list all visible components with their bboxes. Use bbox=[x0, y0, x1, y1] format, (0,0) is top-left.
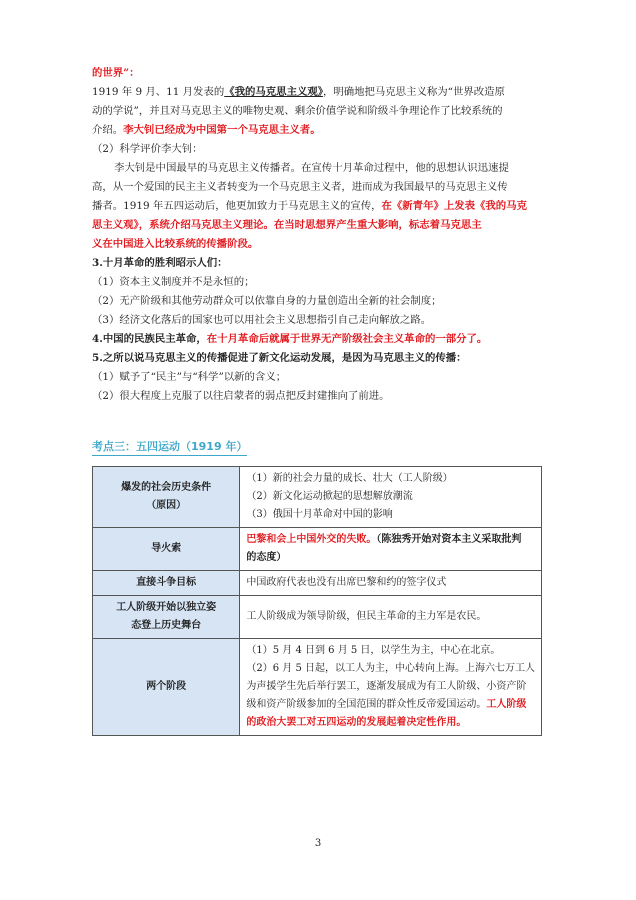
text-line bbox=[92, 102, 552, 121]
text-line bbox=[92, 387, 552, 406]
cell-line bbox=[246, 470, 535, 488]
text-run: （1）赋予了“民主”与“科学”以新的含义； bbox=[92, 371, 287, 383]
text-run: 中国政府代表也没有出席巴黎和约的签字仪式 bbox=[246, 577, 447, 588]
text-run: 工人阶级成为领导阶级，但民主革命的主力军是农民。 bbox=[246, 611, 487, 622]
text-run: （1）新的社会力量的成长、壮大（工人阶级） bbox=[246, 473, 453, 484]
text-run: 动的学说”，并且对马克思主义的唯物史观、剩余价值学说和阶级斗争理论作了比较系统的 bbox=[92, 105, 503, 117]
text-run: 级和资产阶级参加的全国范围的群众性反帝爱国运动。 bbox=[246, 699, 487, 710]
row-header bbox=[93, 596, 240, 639]
cell-line bbox=[246, 608, 535, 626]
text-line bbox=[92, 159, 552, 178]
text-run: 的世界”： bbox=[92, 67, 140, 79]
text-run: 《我的马克思主义观》 bbox=[224, 86, 323, 98]
text-line bbox=[92, 216, 552, 235]
text-run: （3）俄国十月革命对中国的影响 bbox=[246, 509, 393, 520]
text-run: （2）新文化运动掀起的思想解放潮流 bbox=[246, 491, 413, 502]
text-run: 5.之所以说马克思主义的传播促进了新文化运动发展，是因为马克思主义的传播： bbox=[92, 352, 467, 364]
row-header-line: 导火索 bbox=[151, 543, 182, 554]
cell-line bbox=[246, 696, 535, 714]
text-run: 播者。1919 年五四运动后，他更加致力于马克思主义的宣传， bbox=[92, 200, 382, 212]
text-run: （3）经济文化落后的国家也可以用社会主义思想指引自己走向解放之路。 bbox=[92, 314, 432, 326]
table-row bbox=[93, 571, 542, 596]
text-line bbox=[92, 368, 552, 387]
cell-line bbox=[246, 574, 535, 592]
row-header-line: 工人阶级开始以独立姿 bbox=[116, 602, 217, 613]
text-line bbox=[92, 330, 552, 349]
cell-line bbox=[246, 714, 535, 732]
text-line bbox=[92, 178, 552, 197]
text-run: （1）资本主义制度并不是永恒的； bbox=[92, 276, 255, 288]
table-row bbox=[93, 467, 542, 528]
cell-line bbox=[246, 660, 535, 678]
row-content bbox=[240, 528, 542, 571]
table-row bbox=[93, 639, 542, 736]
text-run: 巴黎和会上中国外交的失败。 bbox=[246, 534, 377, 545]
text-run: 李大钊是中国最早的马克思主义传播者。在宣传十月革命过程中，他的思想认识迅速提 bbox=[114, 162, 509, 174]
cell-line bbox=[246, 642, 535, 660]
text-line bbox=[92, 254, 552, 273]
row-content bbox=[240, 639, 542, 736]
text-run: （2）无产阶级和其他劳动群众可以依靠自身的力量创造出全新的社会制度； bbox=[92, 295, 442, 307]
text-run: 的政治大罢工对五四运动的发展起着决定性作用。 bbox=[246, 717, 467, 728]
section-title: 考点三：五四运动（1919 年） bbox=[92, 438, 247, 456]
text-run: （1）5 月 4 日到 6 月 5 日，以学生为主，中心在北京。 bbox=[246, 645, 501, 656]
row-header bbox=[93, 639, 240, 736]
text-line bbox=[92, 140, 552, 159]
row-header bbox=[93, 528, 240, 571]
text-run: 为声援学生先后举行罢工，逐渐发展成为有工人阶级、小资产阶 bbox=[246, 681, 527, 692]
row-header-line: （原因） bbox=[146, 500, 187, 511]
text-run: 思主义观》，系统介绍马克思主义理论。在当时思想界产生重大影响，标志着马克思主 bbox=[92, 219, 482, 231]
row-content bbox=[240, 467, 542, 528]
page-number: 3 bbox=[314, 838, 322, 849]
text-line bbox=[92, 197, 552, 216]
may-fourth-table bbox=[92, 466, 542, 736]
text-line bbox=[92, 64, 552, 83]
row-content bbox=[240, 571, 542, 596]
text-line bbox=[92, 349, 552, 368]
cell-line bbox=[246, 531, 535, 549]
text-run: （2）6 月 5 日起，以工人为主，中心转向上海。上海六七万工人 bbox=[246, 663, 535, 674]
text-run: 1919 年 9 月、11 月发表的 bbox=[92, 86, 225, 98]
text-run: 李大钊已经成为中国第一个马克思主义者。 bbox=[123, 124, 321, 136]
text-run: 义在中国进入比较系统的传播阶段。 bbox=[92, 238, 259, 250]
table-row bbox=[93, 528, 542, 571]
body-text bbox=[92, 64, 552, 406]
row-header bbox=[93, 467, 240, 528]
text-run: （2）科学评价李大钊： bbox=[92, 143, 203, 155]
text-line bbox=[92, 292, 552, 311]
row-header-line: 直接斗争目标 bbox=[136, 577, 197, 588]
row-header-line: 两个阶段 bbox=[146, 681, 187, 692]
text-run: 3.十月革命的胜利昭示人们： bbox=[92, 257, 228, 269]
text-line bbox=[92, 121, 552, 140]
text-line bbox=[92, 311, 552, 330]
text-run: ，明确地把马克思主义称为“世界改造原 bbox=[322, 86, 505, 98]
text-run: 介绍。 bbox=[92, 124, 124, 136]
text-line bbox=[92, 235, 552, 254]
row-header-line: 爆发的社会历史条件 bbox=[121, 482, 212, 493]
cell-line bbox=[246, 678, 535, 696]
text-run: 4.中国的民族民主革命， bbox=[92, 333, 207, 345]
text-run: （陈独秀开始对资本主义采取批判 bbox=[376, 534, 522, 545]
text-line bbox=[92, 273, 552, 292]
text-run: 在《新青年》上发表《我的马克 bbox=[381, 200, 527, 212]
text-line bbox=[92, 83, 552, 102]
text-run: 工人阶级 bbox=[486, 699, 527, 710]
row-content bbox=[240, 596, 542, 639]
cell-line bbox=[246, 506, 535, 524]
text-run: （2）很大程度上克服了以往启蒙者的弱点把反封建推向了前进。 bbox=[92, 390, 390, 402]
text-run: 的态度） bbox=[246, 552, 287, 563]
row-header-line: 态登上历史舞台 bbox=[131, 620, 202, 631]
table-row bbox=[93, 596, 542, 639]
text-run: 高，从一个爱国的民主主义者转变为一个马克思主义者，进而成为我国最早的马克思主义传 bbox=[92, 181, 508, 193]
cell-line bbox=[246, 549, 535, 567]
row-header bbox=[93, 571, 240, 596]
text-run: 在十月革命后就属于世界无产阶级社会主义革命的一部分了。 bbox=[206, 333, 488, 345]
cell-line bbox=[246, 488, 535, 506]
